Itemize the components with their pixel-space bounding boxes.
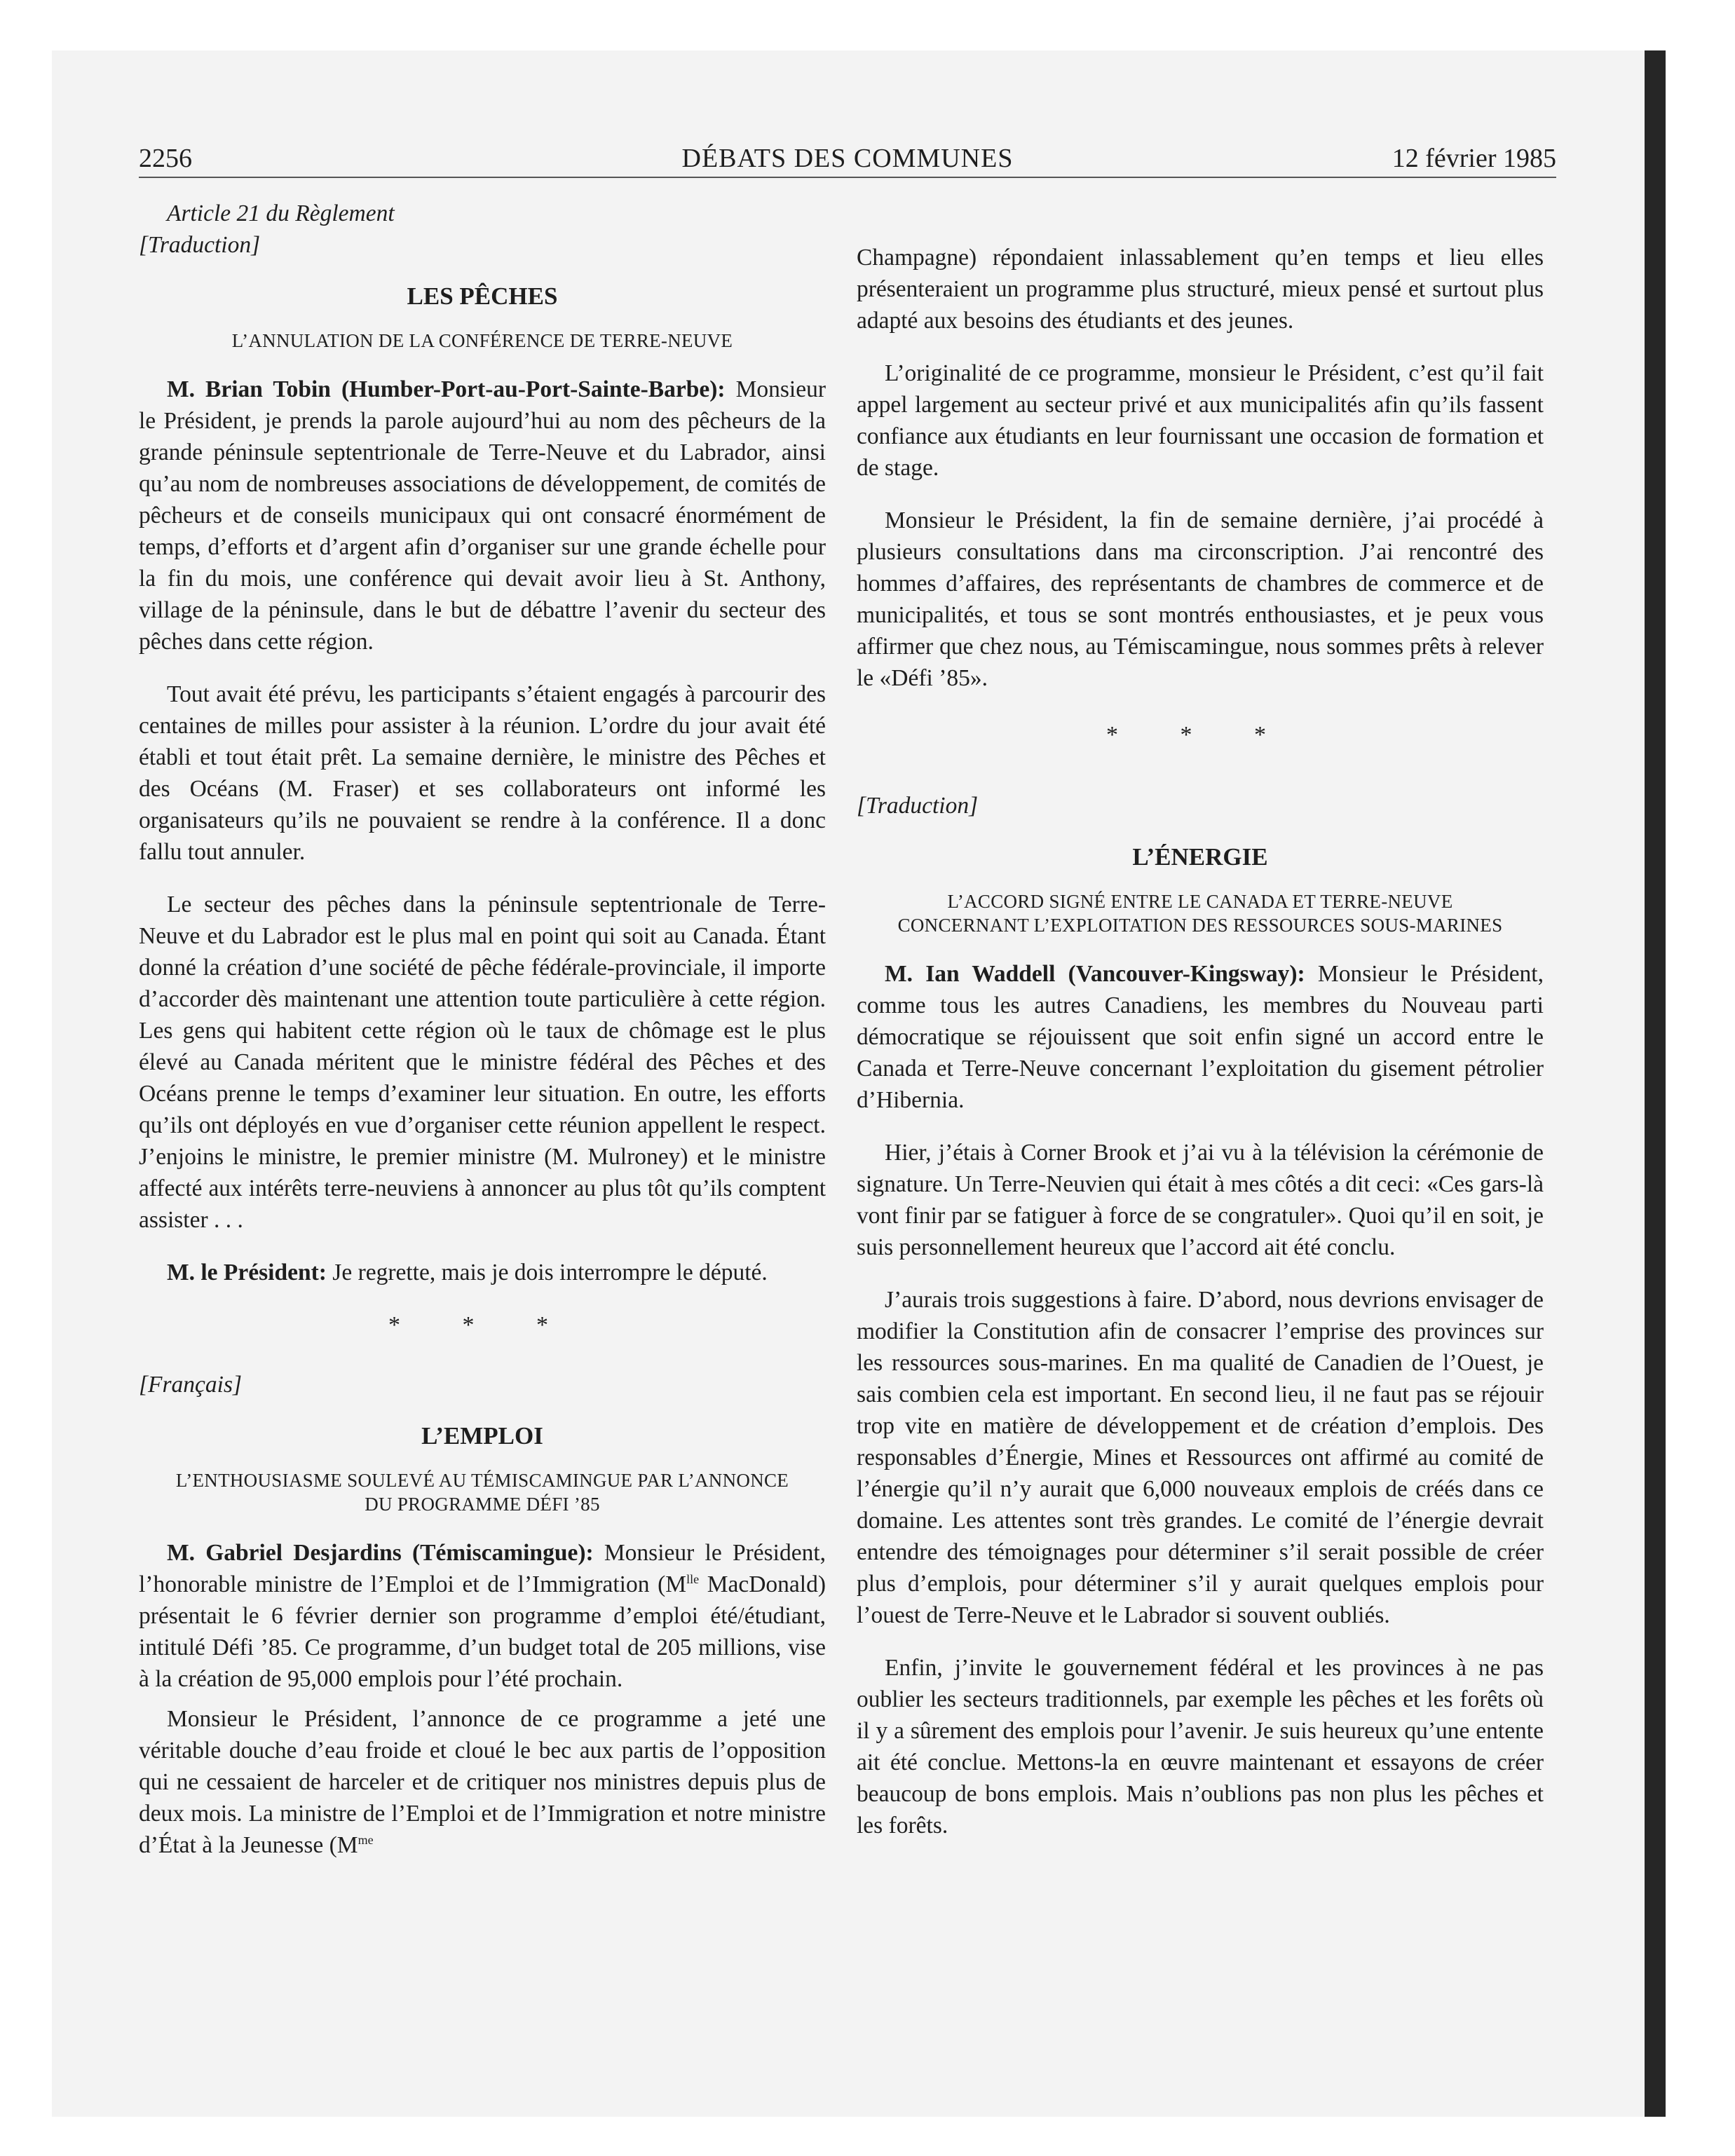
header-rule [139,177,1556,178]
language-tag: [Traduction] [139,232,261,258]
paragraph: L’originalité de ce programme, monsieur le Président, c’est qu’il fait appel largement au secteur privé et aux municipalités afin qu’ils fassent confiance aux étudiants en leur fournissant une occasion de formation et de stage. [857,360,1544,481]
paragraph: Tout avait été prévu, les participants s’étaient engagés à parcourir des centaines de milles pour assister à la réunion. L’ordre du jour avait été établi et tout était prêt. La semaine dernière, le ministre des Pêches et des Océans (M. Fraser) et ses collaborateurs ont informé les organisateurs qu’ils ne pouvaient se rendre à la conférence. Il a donc fallu tout annuler. [139,681,826,865]
article-label: Article 21 du Règlement [167,200,395,226]
paragraph [139,374,826,657]
right-column [857,242,1544,1841]
paragraph [139,1703,826,1861]
paragraph-text: Je regrette, mais je dois interrompre le député. [332,1260,768,1285]
section-heading: L’EMPLOI [421,1422,543,1449]
section-heading: L’ÉNERGIE [1132,843,1268,871]
paragraph: Hier, j’étais à Corner Brook et j’ai vu à la télévision la cérémonie de signature. Un Terre-Neuvien qui était à mes côtés a dit ceci: «Ces gars-là vont finir par se fatiguer à force de se congratuler». Quoi qu’il en soit, je suis personnellement heureux que l’accord ait été conclu. [857,1140,1544,1260]
section-subheading: L’ENTHOUSIASME SOULEVÉ AU TÉMISCAMINGUE PAR L’ANNONCE DU PROGRAMME DÉFI ’85 [175,1470,789,1515]
language-tag: [Traduction] [857,793,979,819]
section-subheading: L’ANNULATION DE LA CONFÉRENCE DE TERRE-NEUVE [231,330,733,351]
paragraph [857,958,1544,1116]
paragraph: Le secteur des pêches dans la péninsule septentrionale de Terre-Neuve et du Labrador est le plus mal en point qui soit au Canada. Étant donné la création d’une société de pêche fédérale-provinciale, il importe d’accorder dès maintenant une attention toute particulière à cette région. Les gens qui habitent cette région où le taux de chômage est le plus élevé au Canada méritent que le ministre fédéral des Pêches et des Océans prenne le temps d’examiner leur situation. En outre, les efforts qu’ils ont déployés en vue d’organiser cette réunion appellent le respect. J’enjoins le ministre, le premier ministre (M. Mulroney) et le ministre affecté aux intérêts terre-neuviens à annoncer au plus tôt qu’ils comptent assister . . . [139,892,826,1233]
paragraph [139,1257,826,1288]
speaker-name: M. Gabriel Desjardins (Témiscamingue): [167,1540,594,1566]
paragraph: J’aurais trois suggestions à faire. D’abord, nous devrions envisager de modifier la Constitution afin de consacrer l’emprise des provinces sur les ressources sous-marines. En ma qualité de Canadien de l’Ouest, je sais combien cela est important. En second lieu, il ne faut pas se réjouir trop vite en matière de développement et de création d’emplois. Des responsables d’Énergie, Mines et Ressources ont affirmé au comité de l’énergie qu’il n’y aurait que 6,000 nouveaux emplois de créés dans ce domaine. Les attentes sont très grandes. Le comité de l’énergie devrait entendre des témoignages pour déterminer s’il serait possible de créer plus d’emplois, pour déterminer s’il y aurait quelques emplois pour l’ouest de Terre-Neuve et le Labrador si souvent oubliés. [857,1287,1544,1628]
section-separator: * * * [388,1312,576,1338]
paragraph-text: MacDonald) présentait le 6 février dernier son programme d’emploi été/étudiant, intitulé Défi ’85. Ce programme, d’un budget total de 205 millions, vise à la création de 95,000 emplois pour l’été prochain. [139,1571,826,1692]
section-separator: * * * [1106,722,1294,748]
scan-edge-bar [1645,50,1666,2117]
superscript: me [358,1832,374,1847]
page-header [139,143,1556,179]
speaker-name: M. Brian Tobin (Humber-Port-au-Port-Sainte-Barbe): [167,376,726,402]
section-heading: LES PÊCHES [407,282,558,310]
section-subheading: L’ACCORD SIGNÉ ENTRE LE CANADA ET TERRE-NEUVE CONCERNANT L’EXPLOITATION DES RESSOURCES SOUS-MARINES [897,891,1503,936]
paragraph-text: Monsieur le Président, je prends la parole aujourd’hui au nom des pêcheurs de la grande péninsule septentrionale de Terre-Neuve et du Labrador, ainsi qu’au nom de nombreuses associations de développement, de comités de pêcheurs et de conseils municipaux qui ont consacré énormément de temps, d’efforts et d’argent afin d’organiser sur une grande échelle pour la fin du mois, une conférence qui devait avoir lieu à St. Anthony, village de la péninsule, dans le but de débattre l’avenir du secteur des pêches dans cette région. [139,376,826,655]
paragraph-text: Monsieur le Président, l’annonce de ce programme a jeté une véritable douche d’eau froide et cloué le bec aux partis de l’opposition qui ne cessaient de harceler et de critiquer nos ministres depuis plus de deux mois. La ministre de l’Emploi et de l’Immigration et notre ministre d’État à la Jeunesse (M [139,1706,826,1858]
page-number: 2256 [139,144,192,173]
page-date: 12 février 1985 [1392,144,1556,173]
paragraph [139,1537,826,1695]
speaker-name: M. le Président: [167,1260,327,1285]
paragraph-text: Monsieur le Président, comme tous les autres Canadiens, les membres du Nouveau parti démocratique se réjouissent que soit enfin signé un accord entre le Canada et Terre-Neuve concernant l’exploitation du gisement pétrolier d’Hibernia. [857,961,1544,1113]
paragraph: Enfin, j’invite le gouvernement fédéral et les provinces à ne pas oublier les secteurs traditionnels, par exemple les pêches et les forêts où il y a sûrement des emplois pour l’avenir. Je suis heureux qu’une entente ait été conclue. Mettons-la en œuvre maintenant et essayons de créer beaucoup de bons emplois. Mais n’oublions pas non plus les pêches et les forêts. [857,1655,1544,1838]
paragraph-text: Monsieur le Président, l’honorable ministre de l’Emploi et de l’Immigration (M [139,1540,826,1597]
left-column [139,198,826,1861]
superscript: lle [686,1571,700,1586]
publication-title: DÉBATS DES COMMUNES [681,144,1014,173]
paragraph: Champagne) répondaient inlassablement qu’en temps et lieu elles présenteraient un programme plus structuré, mieux pensé et surtout plus adapté aux besoins des étudiants et des jeunes. [857,245,1544,334]
speaker-name: M. Ian Waddell (Vancouver-Kingsway): [885,961,1305,987]
language-tag: [Français] [139,1372,243,1398]
paragraph: Monsieur le Président, la fin de semaine dernière, j’ai procédé à plusieurs consultations dans ma circonscription. J’ai rencontré des hommes d’affaires, des représentants de chambres de commerce et de municipalités, et tous se sont montrés enthousiastes, et je peux vous affirmer que chez nous, au Témiscamingue, nous sommes prêts à relever le «Défi ’85». [857,507,1544,691]
